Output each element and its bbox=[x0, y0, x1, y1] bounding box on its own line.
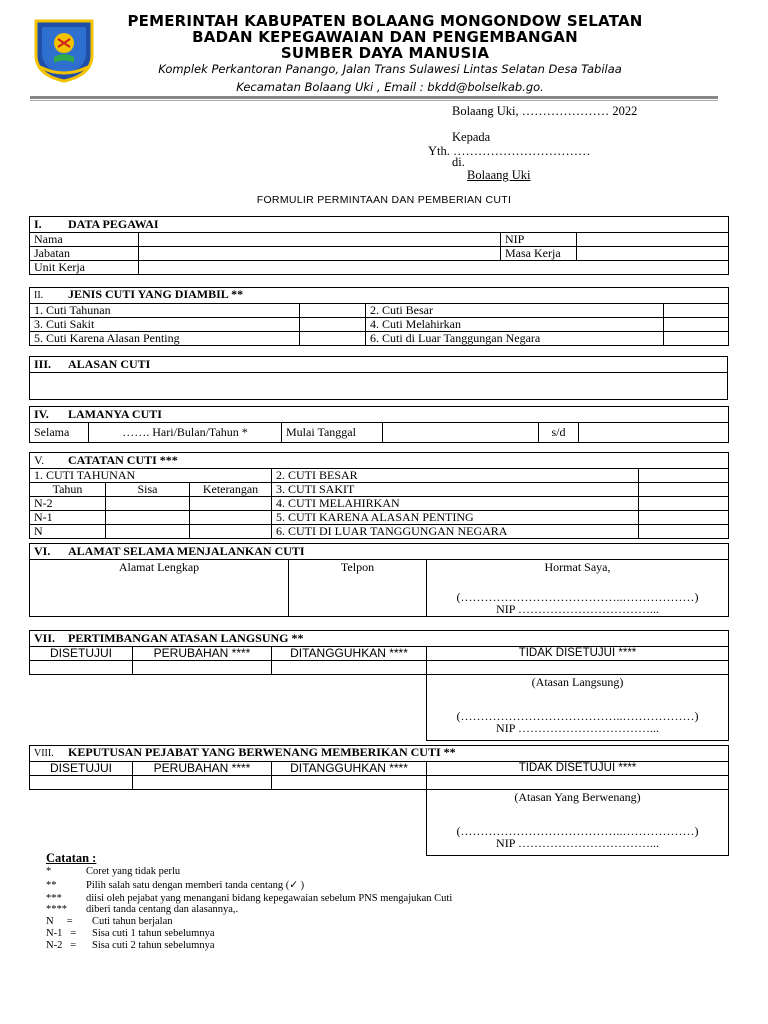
unit-kerja-field[interactable] bbox=[139, 261, 729, 275]
section-heading: IV. LAMANYA CUTI bbox=[30, 407, 729, 423]
masa-kerja-field[interactable] bbox=[577, 247, 729, 261]
note-mark: *** bbox=[46, 893, 62, 904]
keterangan-field[interactable] bbox=[190, 497, 272, 511]
nip-label: NIP bbox=[501, 233, 577, 247]
note-text: Pilih salah satu dengan memberi tanda centang (✓ ) bbox=[86, 880, 305, 891]
alamat-lengkap-label: Alamat Lengkap bbox=[30, 560, 289, 576]
jabatan-label: Jabatan bbox=[30, 247, 139, 261]
supervisor-signature-box[interactable] bbox=[427, 675, 729, 741]
nip-line: NIP ……………………………... bbox=[496, 721, 659, 735]
alamat-field[interactable] bbox=[30, 575, 289, 616]
recipient-city: Bolaang Uki bbox=[467, 168, 531, 182]
letterhead-address-2: Kecamatan Bolaang Uki , Email : bkdd@bolselkab.go. bbox=[236, 80, 544, 94]
leave-note-field[interactable] bbox=[639, 483, 729, 497]
kepada-label: Kepada bbox=[452, 130, 491, 144]
section-heading: VIII. KEPUTUSAN PEJABAT YANG BERWENANG MEMBERIKAN CUTI ** bbox=[30, 746, 729, 762]
disetujui-checkbox[interactable] bbox=[30, 661, 133, 675]
ditangguhkan-label: DITANGGUHKAN **** bbox=[272, 762, 427, 776]
jabatan-field[interactable] bbox=[139, 247, 501, 261]
unit-kerja-label: Unit Kerja bbox=[30, 261, 139, 275]
note-mark: ** bbox=[46, 880, 57, 891]
note-text: Coret yang tidak perlu bbox=[86, 866, 181, 877]
sisa-field[interactable] bbox=[106, 497, 190, 511]
section-heading: VI. ALAMAT SELAMA MENJALANKAN CUTI bbox=[30, 544, 729, 560]
tidak-disetujui-checkbox[interactable] bbox=[427, 661, 729, 675]
perubahan-checkbox[interactable] bbox=[133, 661, 272, 675]
leave-type-checkbox[interactable] bbox=[664, 304, 729, 318]
disetujui-label: DISETUJUI bbox=[30, 762, 133, 776]
letterhead-line-2: BADAN KEPEGAWAIAN DAN PENGEMBANGAN bbox=[192, 28, 578, 46]
letterhead-line-1: PEMERINTAH KABUPATEN BOLAANG MONGONDOW SELATAN bbox=[127, 12, 643, 30]
sisa-field[interactable] bbox=[106, 525, 190, 539]
applicant-signature-box[interactable] bbox=[427, 560, 729, 617]
ditangguhkan-checkbox[interactable] bbox=[272, 776, 427, 790]
signer-label: (Atasan Langsung) bbox=[531, 675, 624, 689]
perubahan-label: PERUBAHAN **** bbox=[133, 762, 272, 776]
leave-note-field[interactable] bbox=[639, 511, 729, 525]
signer-label: (Atasan Yang Berwenang) bbox=[514, 790, 641, 804]
nip-line: NIP ……………………………... bbox=[496, 602, 659, 616]
leave-type-item: 6. Cuti di Luar Tanggungan Negara bbox=[366, 332, 664, 346]
ditangguhkan-checkbox[interactable] bbox=[272, 661, 427, 675]
section-jenis-cuti bbox=[29, 287, 729, 346]
year-row-label: N-2 bbox=[30, 497, 106, 511]
nama-field[interactable] bbox=[139, 233, 501, 247]
tidak-disetujui-label: TIDAK DISETUJUI **** bbox=[427, 762, 729, 776]
nip-field[interactable] bbox=[577, 233, 729, 247]
leave-note-item: 5. CUTI KARENA ALASAN PENTING bbox=[272, 511, 639, 525]
di-label: di. bbox=[452, 155, 465, 169]
col-keterangan: Keterangan bbox=[190, 483, 272, 497]
perubahan-label: PERUBAHAN **** bbox=[133, 647, 272, 661]
perubahan-checkbox[interactable] bbox=[133, 776, 272, 790]
yth-line: Yth. …………………………… bbox=[428, 144, 591, 158]
col-sisa: Sisa bbox=[106, 483, 190, 497]
letterhead-line-3: SUMBER DAYA MANUSIA bbox=[280, 44, 490, 62]
leave-type-item: 1. Cuti Tahunan bbox=[30, 304, 300, 318]
leave-note-field[interactable] bbox=[639, 497, 729, 511]
note-text: Sisa cuti 2 tahun sebelumnya bbox=[92, 940, 215, 951]
section-lamanya-cuti bbox=[29, 406, 729, 443]
nip-line: NIP ……………………………... bbox=[496, 836, 659, 850]
leave-note-item: 2. CUTI BESAR bbox=[272, 469, 639, 483]
leave-note-item: 6. CUTI DI LUAR TANGGUNGAN NEGARA bbox=[272, 525, 639, 539]
section-data-pegawai bbox=[29, 216, 729, 275]
disetujui-label: DISETUJUI bbox=[30, 647, 133, 661]
year-row-label: N-1 bbox=[30, 511, 106, 525]
note-text: diberi tanda centang dan alasannya,. bbox=[86, 904, 239, 915]
note-text: diisi oleh pejabat yang menangani bidang kepegawaian sebelum PNS mengajukan Cuti bbox=[86, 893, 453, 904]
letterhead-rule-thin bbox=[30, 100, 718, 101]
section-alamat bbox=[29, 543, 729, 617]
leave-note-item: 4. CUTI MELAHIRKAN bbox=[272, 497, 639, 511]
alasan-field[interactable] bbox=[30, 373, 728, 400]
section-catatan-cuti bbox=[29, 452, 729, 539]
tidak-disetujui-label: TIDAK DISETUJUI **** bbox=[427, 647, 729, 661]
mulai-tanggal-label: Mulai Tanggal bbox=[282, 423, 383, 443]
note-mark: N = bbox=[46, 916, 73, 927]
sisa-field[interactable] bbox=[106, 511, 190, 525]
disetujui-checkbox[interactable] bbox=[30, 776, 133, 790]
section-heading: VII. PERTIMBANGAN ATASAN LANGSUNG ** bbox=[30, 631, 729, 647]
leave-type-checkbox[interactable] bbox=[664, 318, 729, 332]
leave-note-item: 3. CUTI SAKIT bbox=[272, 483, 639, 497]
hormat-saya: Hormat Saya, bbox=[544, 560, 611, 574]
telpon-label: Telpon bbox=[289, 560, 427, 576]
duration-field[interactable]: ……. Hari/Bulan/Tahun * bbox=[89, 423, 282, 443]
leave-type-item: 2. Cuti Besar bbox=[366, 304, 664, 318]
keterangan-field[interactable] bbox=[190, 525, 272, 539]
section-keputusan bbox=[29, 745, 729, 856]
section-heading: III. ALASAN CUTI bbox=[30, 357, 728, 373]
cuti-tahunan-label: 1. CUTI TAHUNAN bbox=[30, 469, 272, 483]
note-mark: N-2 = bbox=[46, 940, 77, 951]
leave-type-checkbox[interactable] bbox=[300, 332, 366, 346]
start-date-field[interactable] bbox=[383, 423, 539, 443]
year-row-label: N bbox=[30, 525, 106, 539]
leave-type-item: 5. Cuti Karena Alasan Penting bbox=[30, 332, 300, 346]
nama-label: Nama bbox=[30, 233, 139, 247]
letterhead-rule bbox=[30, 96, 718, 99]
leave-note-field[interactable] bbox=[639, 525, 729, 539]
form-title: FORMULIR PERMINTAAN DAN PEMBERIAN CUTI bbox=[256, 194, 512, 206]
notes-title: Catatan : bbox=[46, 851, 97, 865]
section-alasan-cuti bbox=[29, 356, 728, 400]
section-heading: I. DATA PEGAWAI bbox=[30, 217, 729, 233]
leave-type-checkbox[interactable] bbox=[300, 318, 366, 332]
telpon-field[interactable] bbox=[289, 575, 427, 616]
note-mark: **** bbox=[46, 904, 67, 915]
note-text: Sisa cuti 1 tahun sebelumnya bbox=[92, 928, 215, 939]
tidak-disetujui-checkbox[interactable] bbox=[427, 776, 729, 790]
letterhead-address-1: Komplek Perkantoran Panango, Jalan Trans Sulawesi Lintas Selatan Desa Tabilaa bbox=[158, 62, 622, 76]
official-signature-box[interactable] bbox=[427, 790, 729, 856]
ditangguhkan-label: DITANGGUHKAN **** bbox=[272, 647, 427, 661]
note-mark: N-1 = bbox=[46, 928, 77, 939]
section-heading: II. JENIS CUTI YANG DIAMBIL ** bbox=[30, 288, 729, 304]
note-mark: * bbox=[46, 866, 52, 877]
masa-kerja-label: Masa Kerja bbox=[501, 247, 577, 261]
note-text: Cuti tahun berjalan bbox=[92, 916, 173, 927]
leave-note-field[interactable] bbox=[639, 469, 729, 483]
leave-type-checkbox[interactable] bbox=[300, 304, 366, 318]
sd-label: s/d bbox=[539, 423, 579, 443]
end-date-field[interactable] bbox=[579, 423, 729, 443]
keterangan-field[interactable] bbox=[190, 511, 272, 525]
section-heading: V. CATATAN CUTI *** bbox=[30, 453, 729, 469]
leave-type-item: 3. Cuti Sakit bbox=[30, 318, 300, 332]
selama-label: Selama bbox=[30, 423, 89, 443]
signature-line: (…………………………………..………………) bbox=[456, 589, 699, 604]
section-pertimbangan bbox=[29, 630, 729, 741]
signature-line: (…………………………………..………………) bbox=[456, 823, 699, 838]
place-date: Bolaang Uki, ………………… 2022 bbox=[452, 104, 638, 118]
col-tahun: Tahun bbox=[30, 483, 106, 497]
leave-type-checkbox[interactable] bbox=[664, 332, 729, 346]
leave-type-item: 4. Cuti Melahirkan bbox=[366, 318, 664, 332]
signature-line: (…………………………………..………………) bbox=[456, 708, 699, 723]
